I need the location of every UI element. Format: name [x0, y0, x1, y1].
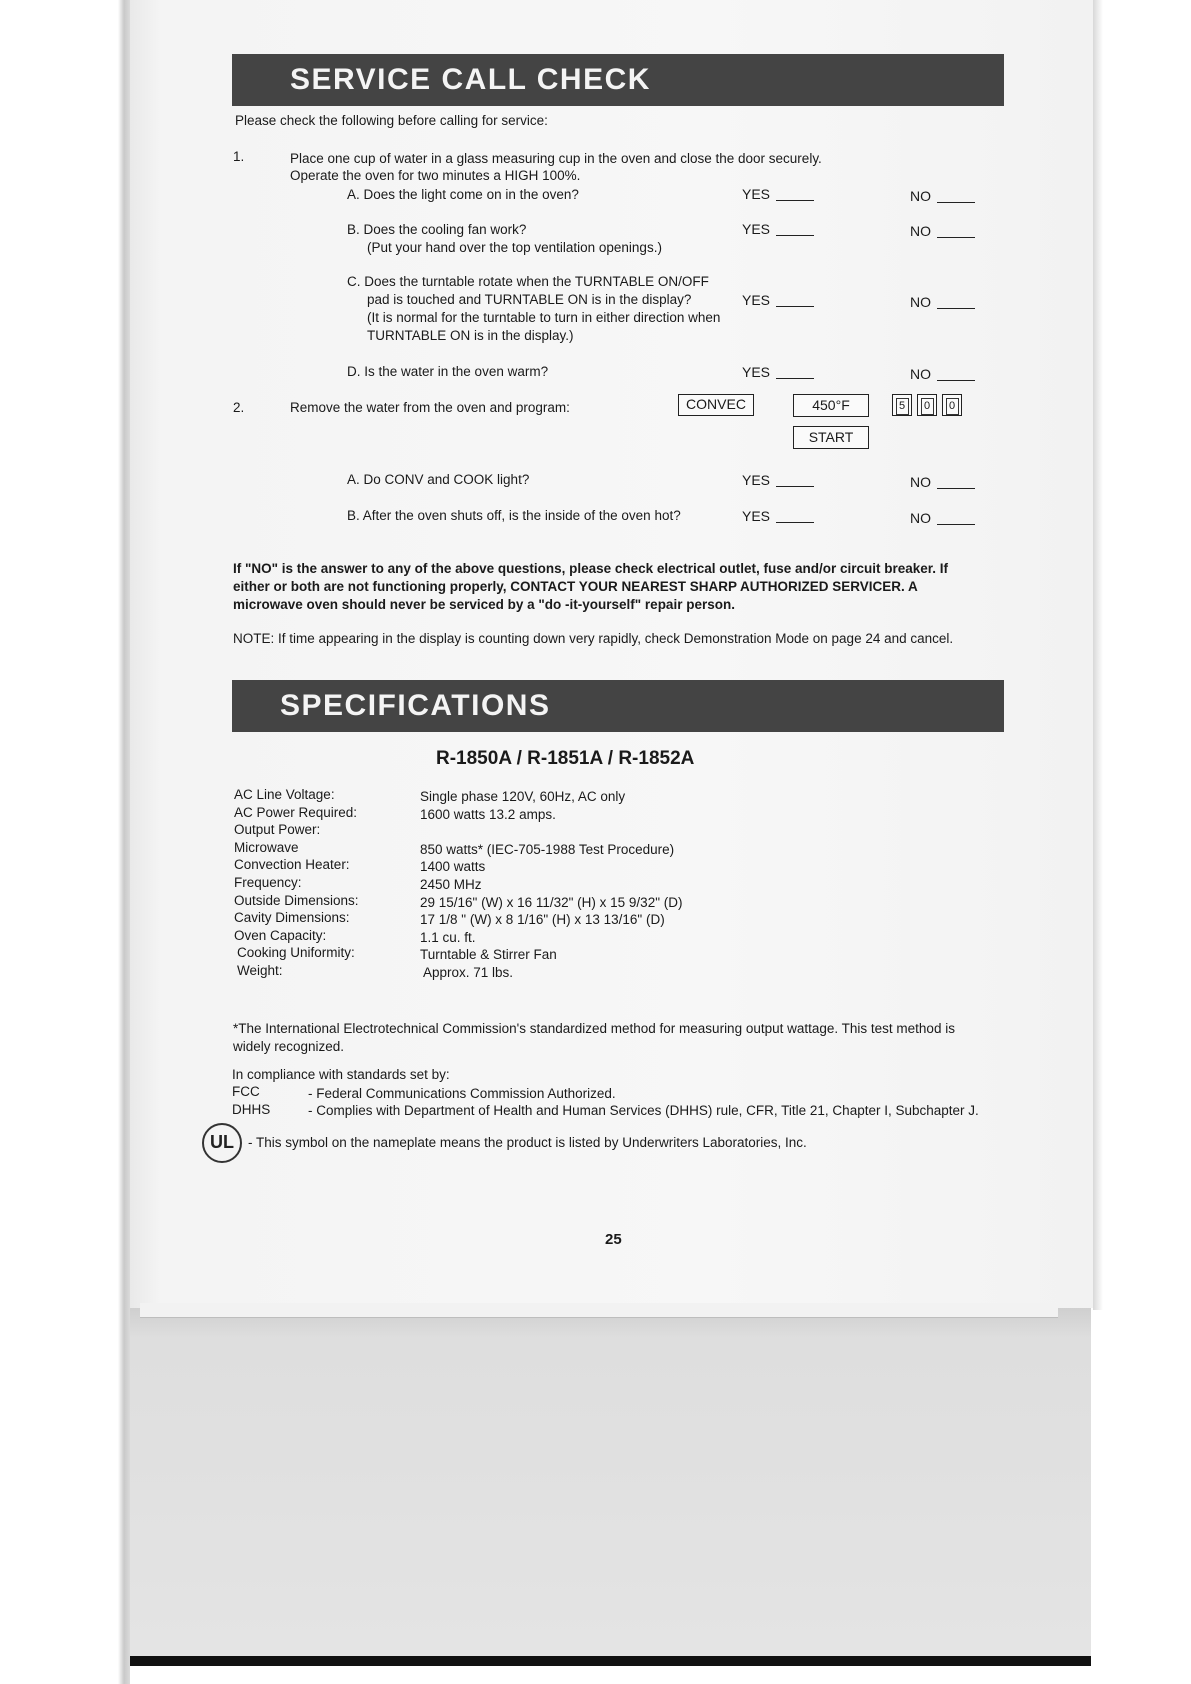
- warning-line2: either or both are not functioning properly, CONTACT YOUR NEAREST SHARP AUTHORIZED SERVICER. A: [233, 579, 918, 594]
- ul-statement: - This symbol on the nameplate means the product is listed by Underwriters Laboratories, Inc.: [248, 1135, 807, 1150]
- yes-answer-1b[interactable]: YES: [742, 221, 814, 237]
- compliance-intro: In compliance with standards set by:: [232, 1067, 450, 1082]
- dhhs-text: - Complies with Department of Health and Human Services (DHHS) rule, CFR, Title 21, Chapter I, Subchapter J.: [308, 1103, 979, 1118]
- digit-key-0: 0: [917, 394, 937, 416]
- dhhs-label: DHHS: [232, 1102, 271, 1117]
- yes-answer-1c[interactable]: YES: [742, 292, 814, 308]
- spec-label: Cooking Uniformity:: [237, 945, 355, 960]
- page-edge-shadow: [1093, 0, 1103, 1310]
- spec-label: Microwave: [234, 840, 299, 855]
- question-1c-line4: TURNTABLE ON is in the display.): [367, 328, 574, 343]
- spec-value: 1.1 cu. ft.: [420, 930, 476, 945]
- no-answer-1a[interactable]: NO: [910, 188, 975, 204]
- spec-label: Convection Heater:: [234, 857, 350, 872]
- spec-label: Outside Dimensions:: [234, 893, 359, 908]
- question-1a: A. Does the light come on in the oven?: [347, 187, 579, 202]
- footnote-line1: *The International Electrotechnical Commission's standardized method for measuring output wattage. This test method is: [233, 1021, 955, 1036]
- fcc-label: FCC: [232, 1084, 260, 1099]
- page-bottom-edge: [140, 1303, 1058, 1318]
- page-number: 25: [605, 1231, 622, 1248]
- question-1d: D. Is the water in the oven warm?: [347, 364, 549, 379]
- footnote-line2: widely recognized.: [233, 1039, 345, 1054]
- warning-line3: microwave oven should never be serviced by a "do -it-yourself" repair person.: [233, 597, 735, 612]
- spec-label: Cavity Dimensions:: [234, 910, 350, 925]
- temp-450f-key: 450°F: [793, 394, 869, 417]
- service-intro: Please check the following before calling for service:: [235, 113, 548, 128]
- spec-label: Frequency:: [234, 875, 302, 890]
- step1-line1: Place one cup of water in a glass measuring cup in the oven and close the door securely.: [290, 151, 822, 166]
- question-1b-note: (Put your hand over the top ventilation openings.): [367, 240, 662, 255]
- yes-answer-1a[interactable]: YES: [742, 186, 814, 202]
- spec-value: 29 15/16" (W) x 16 11/32" (H) x 15 9/32" (D): [420, 895, 683, 910]
- spec-value: Turntable & Stirrer Fan: [420, 947, 557, 962]
- question-2a: A. Do CONV and COOK light?: [347, 472, 530, 487]
- spec-label: Oven Capacity:: [234, 928, 327, 943]
- spec-label: Output Power:: [234, 822, 321, 837]
- fcc-text: - Federal Communications Commission Authorized.: [308, 1086, 616, 1101]
- spec-label: AC Line Voltage:: [234, 787, 335, 802]
- service-call-check-heading: SERVICE CALL CHECK: [232, 54, 1004, 106]
- start-key: START: [793, 426, 869, 449]
- no-answer-1c[interactable]: NO: [910, 294, 975, 310]
- spec-value: 850 watts* (IEC-705-1988 Test Procedure): [420, 842, 675, 857]
- step1-line2: Operate the oven for two minutes a HIGH 100%.: [290, 168, 581, 183]
- spec-value: Single phase 120V, 60Hz, AC only: [420, 789, 626, 804]
- underlying-page: [130, 1308, 1091, 1658]
- question-2b: B. After the oven shuts off, is the inside of the oven hot?: [347, 508, 681, 523]
- step2-number: 2.: [233, 400, 245, 415]
- spec-value: 17 1/8 " (W) x 8 1/16" (H) x 13 13/16" (D): [420, 912, 665, 927]
- spec-label: Weight:: [237, 963, 283, 978]
- yes-answer-2a[interactable]: YES: [742, 472, 814, 488]
- step1-number: 1.: [233, 149, 245, 164]
- warning-line1: If "NO" is the answer to any of the above questions, please check electrical outlet, fuse and/or circuit breaker. If: [233, 561, 949, 576]
- spec-label: AC Power Required:: [234, 805, 358, 820]
- yes-answer-1d[interactable]: YES: [742, 364, 814, 380]
- spec-value: 1600 watts 13.2 amps.: [420, 807, 556, 822]
- no-answer-1d[interactable]: NO: [910, 366, 975, 382]
- question-1c-line3: (It is normal for the turntable to turn in either direction when: [367, 310, 721, 325]
- question-1c-line1: C. Does the turntable rotate when the TURNTABLE ON/OFF: [347, 274, 709, 289]
- digit-key-5: 5: [892, 394, 912, 416]
- scanner-bottom-bar: [130, 1656, 1091, 1666]
- digit-key-0-second: 0: [942, 394, 962, 416]
- no-answer-1b[interactable]: NO: [910, 223, 975, 239]
- specifications-heading: SPECIFICATIONS: [232, 680, 1004, 732]
- no-answer-2a[interactable]: NO: [910, 474, 975, 490]
- question-1c-line2: pad is touched and TURNTABLE ON is in the display?: [367, 292, 692, 307]
- demo-mode-note: NOTE: If time appearing in the display is counting down very rapidly, check Demonstration Mode on page 24 and cancel.: [233, 631, 954, 646]
- spec-value: 1400 watts: [420, 859, 486, 874]
- question-1b: B. Does the cooling fan work?: [347, 222, 527, 237]
- step2-text: Remove the water from the oven and program:: [290, 400, 570, 415]
- spec-value: 2450 MHz: [420, 877, 482, 892]
- no-answer-2b[interactable]: NO: [910, 510, 975, 526]
- convec-key: CONVEC: [678, 394, 754, 416]
- yes-answer-2b[interactable]: YES: [742, 508, 814, 524]
- spec-value: Approx. 71 lbs.: [423, 965, 514, 980]
- scan-left-margin: [0, 0, 130, 1684]
- ul-listed-icon: UL: [202, 1123, 242, 1163]
- model-numbers: R-1850A / R-1851A / R-1852A: [436, 748, 695, 769]
